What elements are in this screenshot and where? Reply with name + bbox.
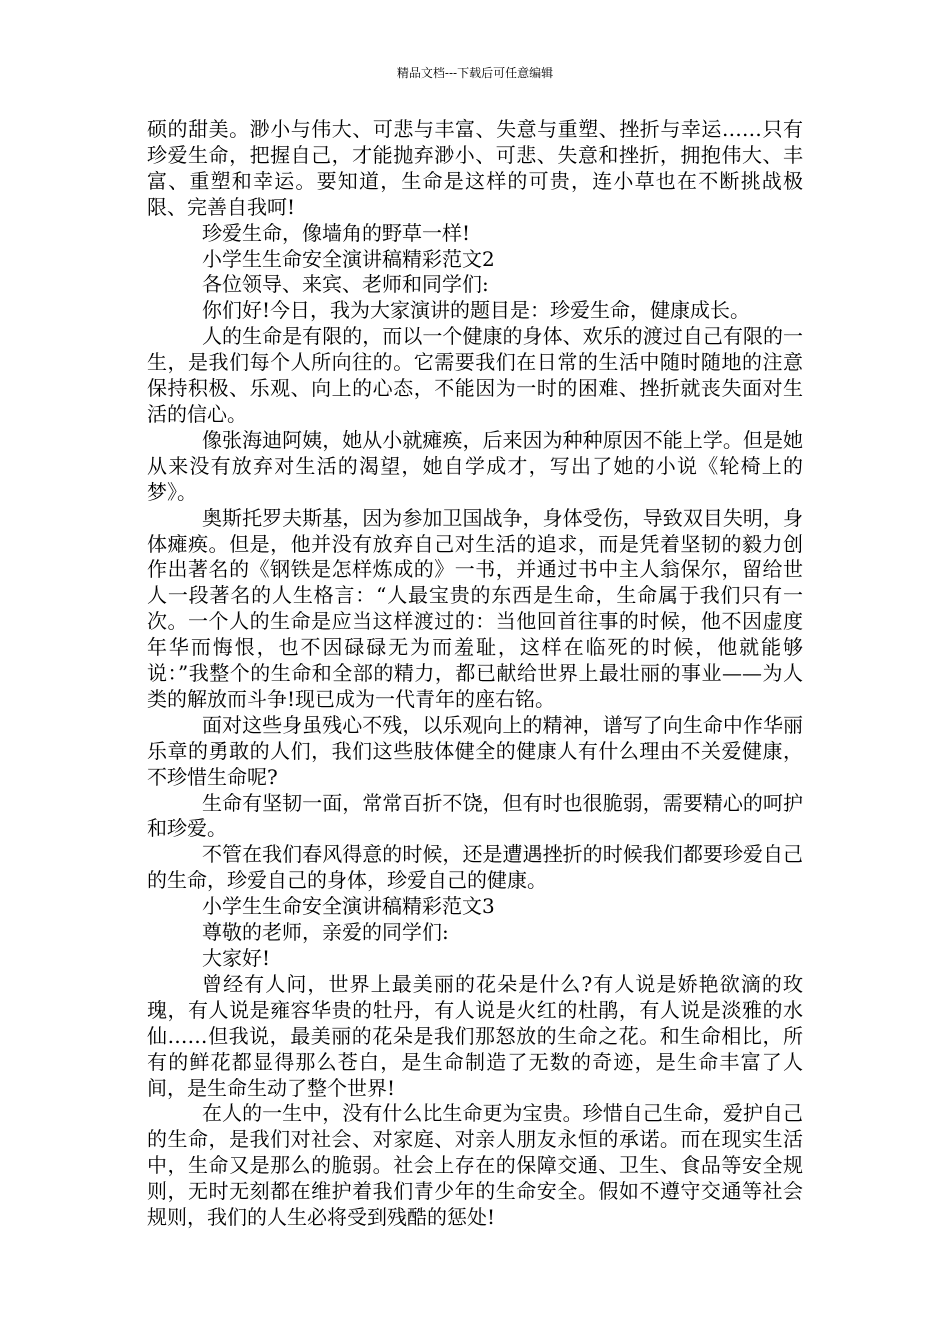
page-header: 精品文档---下载后可任意编辑	[396, 66, 554, 80]
paragraph: 面对这些身虽残心不残，以乐观向上的精神，谱写了向生命中作华丽乐章的勇敢的人们，我们这些肢体健全的健康人有什么理由不关爱健康，不珍惜生命呢?	[147, 712, 803, 789]
paragraph: 曾经有人问，世界上最美丽的花朵是什么?有人说是娇艳欲滴的玫瑰，有人说是雍容华贵的牡丹，有人说是火红的杜鹃，有人说是淡雅的水仙……但我说，最美丽的花朵是我们那怒放的生命之花。和生命相比，所有的鲜花都显得那么苍白，是生命制造了无数的奇迹，是生命丰富了人间，是生命生动了整个世界!	[147, 971, 803, 1100]
paragraph: 奥斯托罗夫斯基，因为参加卫国战争，身体受伤，导致双目失明，身体瘫痪。但是，他并没有放弃自己对生活的追求，而是凭着坚韧的毅力创作出著名的《钢铁是怎样炼成的》一书，并通过书中主人翁保尔，留给世人一段著名的人生格言：“人最宝贵的东西是生命，生命属于我们只有一次。一个人的生命是应当这样渡过的：当他回首往事的时候，他不因虚度年华而悔恨，也不因碌碌无为而羞耻，这样在临死的时候，他就能够说：”我整个的生命和全部的精力，都已献给世界上最壮丽的事业——为人类的解放而斗争!现已成为一代青年的座右铭。	[147, 505, 803, 711]
greeting: 大家好!	[202, 946, 271, 970]
paragraph: 像张海迪阿姨，她从小就瘫痪，后来因为种种原因不能上学。但是她从来没有放弃对生活的渴望，她自学成才，写出了她的小说《轮椅上的梦》。	[147, 427, 803, 504]
document-body	[147, 117, 803, 1231]
paragraph: 不管在我们春风得意的时候，还是遭遇挫折的时候我们都要珍爱自己的生命，珍爱自己的身体，珍爱自己的健康。	[147, 842, 803, 893]
paragraph: 珍爱生命，像墙角的野草一样!	[202, 220, 471, 245]
paragraph: 人的生命是有限的，而以一个健康的身体、欢乐的渡过自己有限的一生，是我们每个人所向往的。它需要我们在日常的生活中随时随地的注意保持积极、乐观、向上的心态，不能因为一时的困难、挫折就丧失面对生活的信心。	[147, 324, 803, 426]
paragraph: 硕的甜美。渺小与伟大、可悲与丰富、失意与重塑、挫折与幸运……只有珍爱生命，把握自己，才能抛弃渺小、可悲、失意和挫折，拥抱伟大、丰富、重塑和幸运。要知道，生命是这样的可贵，连小草也在不断挑战极限、完善自我呵!	[147, 117, 803, 219]
section-title: 小学生生命安全演讲稿精彩范文2	[202, 246, 495, 271]
paragraph: 生命有坚韧一面，常常百折不饶，但有时也很脆弱，需要精心的呵护和珍爱。	[147, 790, 803, 841]
paragraph: 你们好!今日，我为大家演讲的题目是：珍爱生命，健康成长。	[202, 298, 751, 323]
salutation: 各位领导、来宾、老师和同学们:	[202, 272, 489, 297]
section-title: 小学生生命安全演讲稿精彩范文3	[202, 894, 495, 919]
salutation: 尊敬的老师，亲爱的同学们:	[202, 920, 449, 945]
paragraph: 在人的一生中，没有什么比生命更为宝贵。珍惜自己生命，爱护自己的生命，是我们对社会、对家庭、对亲人朋友永恒的承诺。而在现实生活中，生命又是那么的脆弱。社会上存在的保障交通、卫生、食品等安全规则，无时无刻都在维护着我们青少年的生命安全。假如不遵守交通等社会规则，我们的人生必将受到残酷的惩处!	[147, 1101, 803, 1230]
